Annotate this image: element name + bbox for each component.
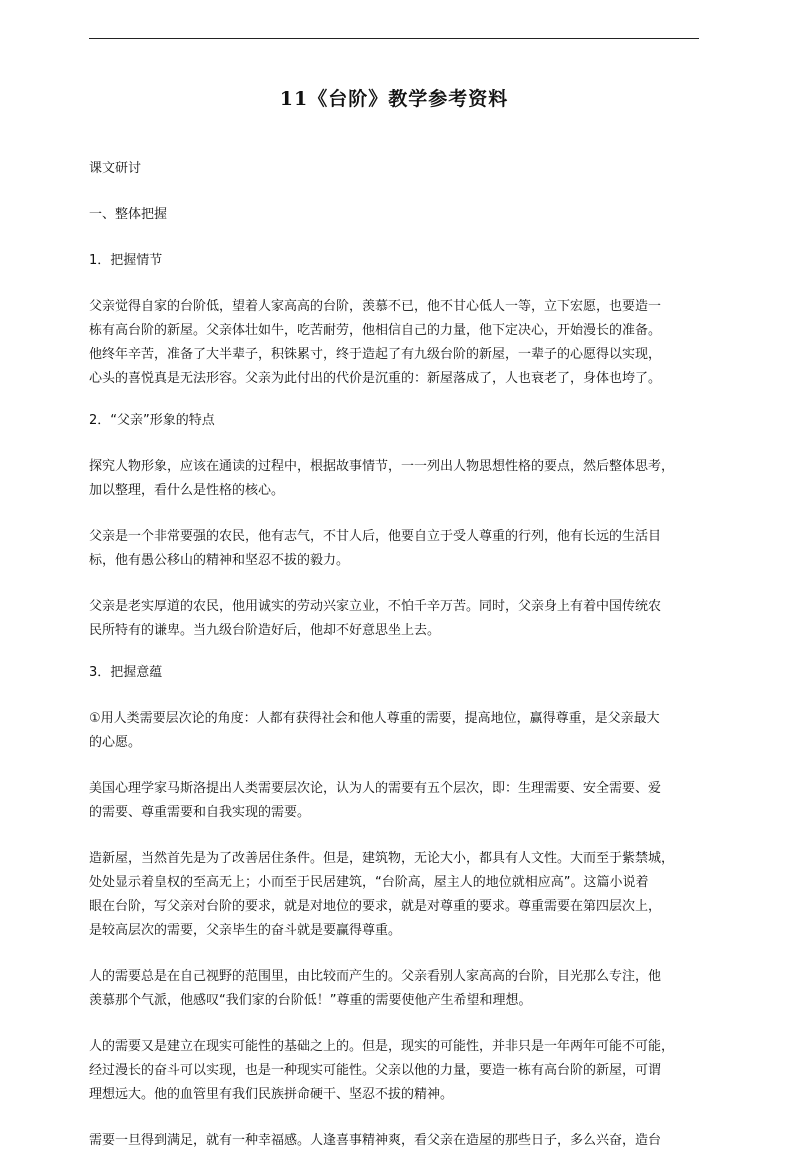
text-line: 父亲是老实厚道的农民，他用诚实的劳动兴家立业，不怕千辛万苦。同时，父亲身上有着中国传统农 (89, 599, 662, 614)
text-line: 经过漫长的奋斗可以实现，也是一种现实可能性。父亲以他的力量，要造一栋有高台阶的新屋，可谓 (89, 1063, 662, 1078)
paragraph (89, 595, 703, 643)
text-line: 的心愿。 (89, 735, 142, 750)
text-line: 课文研讨 (89, 161, 142, 176)
text-line: 美国心理学家马斯洛提出人类需要层次论，认为人的需要有五个层次，即：生理需要、安全需要、爱 (89, 781, 662, 796)
text-line: 羡慕那个气派，他感叹“我们家的台阶低！”尊重的需要使他产生希望和理想。 (89, 993, 532, 1008)
text-line: 心头的喜悦真是无法形容。父亲为此付出的代价是沉重的：新屋落成了，人也衰老了，身体也垮了。 (89, 371, 662, 386)
paragraph (89, 455, 703, 503)
text-line: 的需要、尊重需要和自我实现的需要。 (89, 805, 311, 820)
paragraph (89, 707, 703, 755)
section-heading (89, 409, 703, 433)
text-line: ①用人类需要层次论的角度：人都有获得社会和他人尊重的需要，提高地位，赢得尊重，是父亲最大 (89, 711, 660, 726)
text-line: 民所特有的谦卑。当九级台阶造好后，他却不好意思坐上去。 (89, 623, 441, 638)
text-line: 眼在台阶，写父亲对台阶的要求，就是对地位的要求，就是对尊重的要求。尊重需要在第四层次上， (89, 899, 662, 914)
paragraph (89, 295, 703, 391)
document-title: 11《台阶》教学参考资料 (279, 88, 509, 110)
text-line: 3．把握意蕴 (89, 665, 163, 680)
text-line: 父亲是一个非常要强的农民，他有志气，不甘人后，他要自立于受人尊重的行列，他有长远的生活目 (89, 529, 662, 544)
paragraph (89, 777, 703, 825)
paragraph (89, 1035, 703, 1107)
paragraph (89, 525, 703, 573)
paragraph (89, 1129, 703, 1153)
text-line: 理想远大。他的血管里有我们民族拼命硬干、坚忍不拔的精神。 (89, 1087, 454, 1102)
text-line: 探究人物形象，应该在通读的过程中，根据故事情节，一一列出人物思想性格的要点，然后整体思考， (89, 459, 675, 474)
text-line: 处处显示着皇权的至高无上；小而至于民居建筑，“台阶高，屋主人的地位就相应高”。这篇小说着 (89, 875, 649, 890)
text-line: 栋有高台阶的新屋。父亲体壮如牛，吃苦耐劳，他相信自己的力量，他下定决心，开始漫长的准备。 (89, 323, 662, 338)
text-line: 2．“父亲”形象的特点 (89, 413, 215, 428)
section-heading (89, 203, 703, 227)
text-line: 标，他有愚公移山的精神和坚忍不拔的毅力。 (89, 553, 350, 568)
paragraph (89, 965, 703, 1013)
text-line: 是较高层次的需要，父亲毕生的奋斗就是要赢得尊重。 (89, 923, 402, 938)
text-line: 1．把握情节 (89, 253, 163, 268)
text-line: 人的需要又是建立在现实可能性的基础之上的。但是，现实的可能性，并非只是一年两年可能不可能， (89, 1039, 675, 1054)
section-heading (89, 249, 703, 273)
header-rule (89, 38, 699, 39)
text-line: 加以整理，看什么是性格的核心。 (89, 483, 285, 498)
text-line: 造新屋，当然首先是为了改善居住条件。但是，建筑物，无论大小，都具有人文性。大而至于紫禁城， (89, 851, 675, 866)
paragraph (89, 847, 703, 943)
text-line: 他终年辛苦，准备了大半辈子，积铢累寸，终于造起了有九级台阶的新屋，一辈子的心愿得以实现， (89, 347, 662, 362)
section-heading (89, 661, 703, 685)
section-heading (89, 157, 703, 181)
document-body (89, 157, 703, 1153)
text-line: 人的需要总是在自己视野的范围里，由比较而产生的。父亲看别人家高高的台阶，目光那么专注，他 (89, 969, 662, 984)
text-line: 需要一旦得到满足，就有一种幸福感。人逢喜事精神爽，看父亲在造屋的那些日子，多么兴奋，造台 (89, 1133, 662, 1148)
text-line: 一、整体把握 (89, 207, 168, 222)
text-line: 父亲觉得自家的台阶低，望着人家高高的台阶，羡慕不已，他不甘心低人一等，立下宏愿，也要造一 (89, 299, 662, 314)
